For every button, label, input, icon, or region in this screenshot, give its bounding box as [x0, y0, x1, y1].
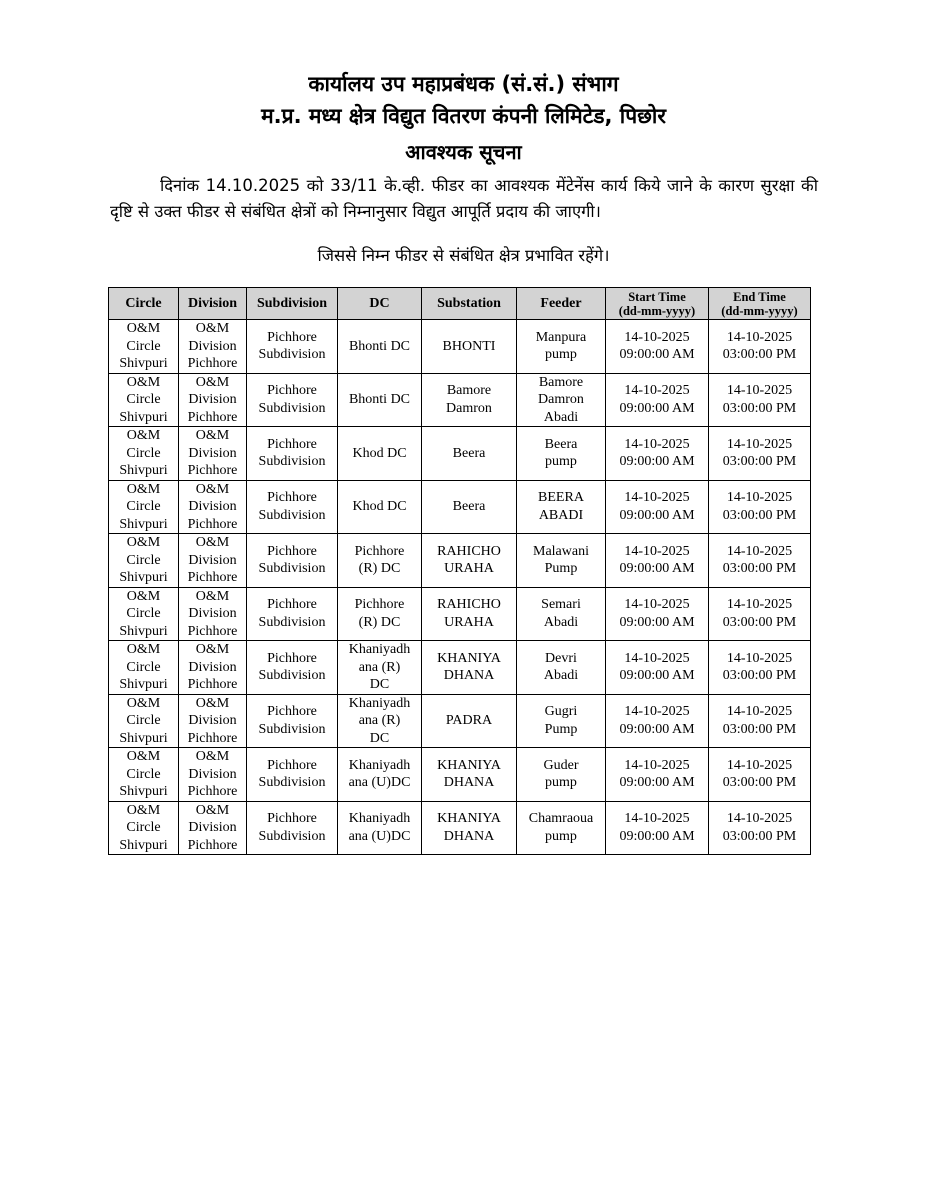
- shutdown-schedule-table: [108, 287, 811, 855]
- company-title: म.प्र. मध्य क्षेत्र विद्युत वितरण कंपनी लिमिटेड, पिछोर: [261, 104, 666, 128]
- cell-dc: Khod DC: [338, 427, 422, 481]
- cell-division: O&M Division Pichhore: [179, 534, 247, 588]
- table-row: [109, 641, 811, 695]
- cell-end: 14-10-2025 03:00:00 PM: [709, 480, 811, 534]
- table-header-row: [109, 288, 811, 320]
- cell-start: 14-10-2025 09:00:00 AM: [606, 480, 709, 534]
- notice-heading: आवश्यक सूचना: [405, 140, 522, 164]
- cell-circle: O&M Circle Shivpuri: [109, 587, 179, 641]
- cell-subdivision: Pichhore Subdivision: [247, 534, 338, 588]
- cell-feeder: Gugri Pump: [517, 694, 606, 748]
- cell-division: O&M Division Pichhore: [179, 480, 247, 534]
- cell-circle: O&M Circle Shivpuri: [109, 748, 179, 802]
- table-row: [109, 427, 811, 481]
- notice-paragraph: दिनांक 14.10.2025 को 33/11 के.व्ही. फीडर का आवश्यक मेंटेनेंस कार्य किये जाने के कारण सुरक्षा की दृष्टि से उक्त फीडर से संबंधित क्षेत्रों को निम्नानुसार विद्युत आपूर्ति प्रदाय की जाएगी।: [110, 176, 818, 221]
- cell-feeder: Semari Abadi: [517, 587, 606, 641]
- cell-dc: Khaniyadh ana (U)DC: [338, 801, 422, 855]
- cell-subdivision: Pichhore Subdivision: [247, 801, 338, 855]
- header-feeder: Feeder: [517, 288, 606, 320]
- cell-division: O&M Division Pichhore: [179, 427, 247, 481]
- cell-subdivision: Pichhore Subdivision: [247, 694, 338, 748]
- header-end-time: End Time (dd-mm-yyyy): [709, 288, 811, 320]
- cell-start: 14-10-2025 09:00:00 AM: [606, 320, 709, 374]
- cell-subdivision: Pichhore Subdivision: [247, 641, 338, 695]
- header-dc: DC: [338, 288, 422, 320]
- affected-areas-note: जिससे निम्न फीडर से संबंधित क्षेत्र प्रभावित रहेंगे।: [317, 246, 610, 265]
- cell-start: 14-10-2025 09:00:00 AM: [606, 694, 709, 748]
- cell-division: O&M Division Pichhore: [179, 694, 247, 748]
- cell-dc: Pichhore (R) DC: [338, 534, 422, 588]
- cell-substation: Beera: [422, 480, 517, 534]
- table-row: [109, 373, 811, 427]
- header-substation: Substation: [422, 288, 517, 320]
- table-row: [109, 801, 811, 855]
- cell-start: 14-10-2025 09:00:00 AM: [606, 641, 709, 695]
- cell-substation: KHANIYA DHANA: [422, 801, 517, 855]
- cell-dc: Bhonti DC: [338, 320, 422, 374]
- cell-circle: O&M Circle Shivpuri: [109, 320, 179, 374]
- cell-circle: O&M Circle Shivpuri: [109, 641, 179, 695]
- cell-dc: Khod DC: [338, 480, 422, 534]
- header-circle: Circle: [109, 288, 179, 320]
- cell-feeder: Bamore Damron Abadi: [517, 373, 606, 427]
- table-row: [109, 694, 811, 748]
- cell-subdivision: Pichhore Subdivision: [247, 373, 338, 427]
- cell-circle: O&M Circle Shivpuri: [109, 694, 179, 748]
- cell-substation: PADRA: [422, 694, 517, 748]
- header-division: Division: [179, 288, 247, 320]
- table-body: [109, 320, 811, 855]
- cell-circle: O&M Circle Shivpuri: [109, 801, 179, 855]
- cell-dc: Bhonti DC: [338, 373, 422, 427]
- cell-end: 14-10-2025 03:00:00 PM: [709, 801, 811, 855]
- cell-end: 14-10-2025 03:00:00 PM: [709, 587, 811, 641]
- cell-end: 14-10-2025 03:00:00 PM: [709, 641, 811, 695]
- cell-feeder: Chamraoua pump: [517, 801, 606, 855]
- cell-feeder: Malawani Pump: [517, 534, 606, 588]
- cell-division: O&M Division Pichhore: [179, 748, 247, 802]
- cell-substation: Bamore Damron: [422, 373, 517, 427]
- table-row: [109, 748, 811, 802]
- cell-dc: Khaniyadh ana (R) DC: [338, 641, 422, 695]
- cell-feeder: Devri Abadi: [517, 641, 606, 695]
- cell-substation: RAHICHO URAHA: [422, 587, 517, 641]
- cell-substation: Beera: [422, 427, 517, 481]
- cell-subdivision: Pichhore Subdivision: [247, 480, 338, 534]
- cell-substation: KHANIYA DHANA: [422, 748, 517, 802]
- cell-feeder: Guder pump: [517, 748, 606, 802]
- table-row: [109, 480, 811, 534]
- cell-end: 14-10-2025 03:00:00 PM: [709, 534, 811, 588]
- cell-feeder: Manpura pump: [517, 320, 606, 374]
- cell-division: O&M Division Pichhore: [179, 320, 247, 374]
- cell-feeder: BEERA ABADI: [517, 480, 606, 534]
- cell-end: 14-10-2025 03:00:00 PM: [709, 320, 811, 374]
- cell-start: 14-10-2025 09:00:00 AM: [606, 534, 709, 588]
- table-row: [109, 587, 811, 641]
- header-start-time: Start Time (dd-mm-yyyy): [606, 288, 709, 320]
- cell-division: O&M Division Pichhore: [179, 641, 247, 695]
- cell-division: O&M Division Pichhore: [179, 373, 247, 427]
- cell-division: O&M Division Pichhore: [179, 801, 247, 855]
- cell-end: 14-10-2025 03:00:00 PM: [709, 748, 811, 802]
- cell-subdivision: Pichhore Subdivision: [247, 748, 338, 802]
- cell-substation: KHANIYA DHANA: [422, 641, 517, 695]
- cell-end: 14-10-2025 03:00:00 PM: [709, 373, 811, 427]
- cell-subdivision: Pichhore Subdivision: [247, 427, 338, 481]
- cell-subdivision: Pichhore Subdivision: [247, 320, 338, 374]
- cell-dc: Khaniyadh ana (R) DC: [338, 694, 422, 748]
- cell-circle: O&M Circle Shivpuri: [109, 534, 179, 588]
- cell-circle: O&M Circle Shivpuri: [109, 427, 179, 481]
- cell-start: 14-10-2025 09:00:00 AM: [606, 748, 709, 802]
- cell-circle: O&M Circle Shivpuri: [109, 373, 179, 427]
- cell-dc: Pichhore (R) DC: [338, 587, 422, 641]
- cell-start: 14-10-2025 09:00:00 AM: [606, 373, 709, 427]
- cell-subdivision: Pichhore Subdivision: [247, 587, 338, 641]
- cell-start: 14-10-2025 09:00:00 AM: [606, 427, 709, 481]
- cell-feeder: Beera pump: [517, 427, 606, 481]
- cell-division: O&M Division Pichhore: [179, 587, 247, 641]
- cell-substation: BHONTI: [422, 320, 517, 374]
- table-row: [109, 320, 811, 374]
- cell-circle: O&M Circle Shivpuri: [109, 480, 179, 534]
- cell-end: 14-10-2025 03:00:00 PM: [709, 427, 811, 481]
- cell-end: 14-10-2025 03:00:00 PM: [709, 694, 811, 748]
- table-row: [109, 534, 811, 588]
- cell-substation: RAHICHO URAHA: [422, 534, 517, 588]
- cell-start: 14-10-2025 09:00:00 AM: [606, 801, 709, 855]
- cell-dc: Khaniyadh ana (U)DC: [338, 748, 422, 802]
- header-subdivision: Subdivision: [247, 288, 338, 320]
- office-title: कार्यालय उप महाप्रबंधक (सं.सं.) संभाग: [308, 72, 619, 96]
- cell-start: 14-10-2025 09:00:00 AM: [606, 587, 709, 641]
